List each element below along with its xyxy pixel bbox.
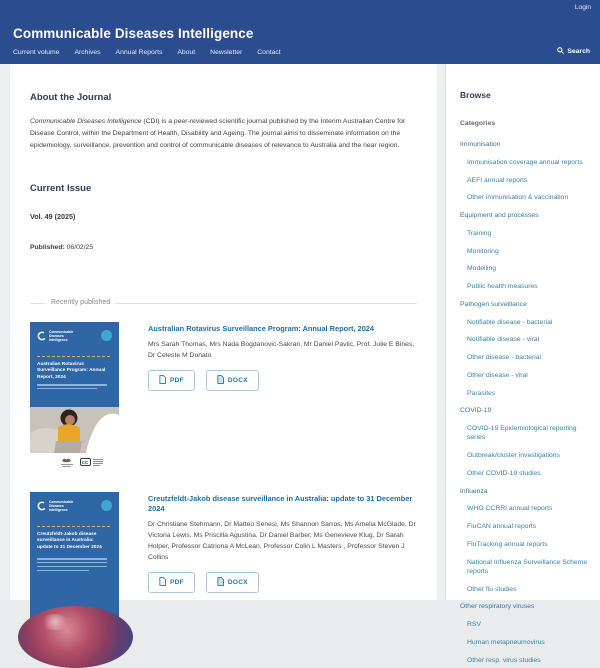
cover-title: Australian Rotavirus Surveillance Program: Annual Report, 2024 [37,361,106,380]
article-title-link[interactable]: Australian Rotavirus Surveillance Program: Annual Report, 2024 [148,323,375,333]
article-authors: Dr Christiane Stehmann, Dr Matteo Senesi, Ms Shannon Sarros, Ms Amelia McGlade, Dr Victoria Lewis, Ms Priscilla Agustina, Dr Daniel Barber, Ms Genevieve Klug, Dr Sarah Holper, Professor Catriona A McLean, Professor Colin L Masters , Professor Steven J Collins [148,520,416,562]
cover-gold-rule [37,526,111,528]
category-flucan[interactable]: FluCAN annual reports [467,523,537,531]
cover-author-lines [37,558,107,572]
category-aefi-annual-reports[interactable]: AEFI annual reports [467,176,528,184]
galley-buttons [148,572,417,593]
cover-gold-rule [37,356,111,358]
category-list [460,140,590,665]
category-pathogen-surveillance[interactable]: Pathogen surveillance [460,300,527,308]
published-line [30,244,417,251]
cc-label: CC [80,458,91,466]
cover-accent-circle-icon [101,330,112,341]
docx-label: DOCX [227,377,248,385]
article-row [30,492,417,642]
published-date: 06/02/25 [66,243,94,251]
category-notifiable-viral[interactable]: Notifiable disease - viral [467,336,540,344]
docx-button[interactable] [206,370,259,391]
login-link[interactable]: Login [574,4,591,11]
article-authors: Mrs Sarah Thomas, Mrs Nada Bogdanovic-Sakran, Mr Daniel Pavlic, Prof. Julie E Bines, Dr Celeste M Donato [148,340,415,359]
search-label: Search [567,48,590,55]
primary-nav [13,49,281,56]
category-other-flu-studies[interactable]: Other flu studies [467,585,517,593]
galley-buttons [148,370,417,391]
category-outbreak-cluster[interactable]: Outbreak/cluster investigations [467,452,560,460]
cover-author-lines [37,384,107,390]
article-summary [148,492,417,642]
category-monitoring[interactable]: Monitoring [467,247,499,255]
nav-newsletter[interactable]: Newsletter [210,49,243,56]
docx-file-icon [217,375,224,386]
journal-title[interactable]: Communicable Diseases Intelligence [13,26,254,41]
main-content [10,64,437,600]
current-issue-volume[interactable]: Vol. 49 (2025) [30,211,76,221]
cover-title: Creutzfeldt-Jakob disease surveillance in Australia: update to 31 December 2024 [37,531,102,550]
article-row [30,322,417,472]
category-modelling[interactable]: Modelling [467,265,497,273]
category-influenza[interactable]: Influenza [460,487,488,495]
browse-heading: Browse [460,90,491,100]
about-paragraph [30,116,420,153]
category-other-covid-studies[interactable]: Other COVID-19 studies [467,469,541,477]
current-issue-heading: Current Issue [30,182,92,194]
category-immunisation[interactable]: Immunisation [460,141,501,148]
cover-logo-text: Communicable Diseases Intelligence [49,499,74,512]
cover-photo-child [30,407,119,453]
category-other-disease-bacterial[interactable]: Other disease - bacterial [467,354,542,362]
category-other-resp-virus-studies[interactable]: Other resp. virus studies [467,656,541,664]
pdf-file-icon [159,577,166,588]
pdf-label: PDF [170,579,184,587]
categories-label: Categories [460,120,496,127]
published-label: Published: [30,243,65,251]
nav-annual-reports[interactable]: Annual Reports [115,49,163,56]
docx-button[interactable] [206,572,259,593]
category-notifiable-bacterial[interactable]: Notifiable disease - bacterial [467,318,553,326]
recently-published-divider [30,298,417,306]
article-cover-thumbnail[interactable] [30,322,119,472]
search-button[interactable] [557,47,590,56]
category-covid-epi-reporting[interactable]: COVID-19 Epidemiological reporting series [467,425,577,442]
category-other-disease-viral[interactable]: Other disease - viral [467,371,528,379]
about-heading: About the Journal [30,92,112,103]
article-summary [148,322,417,472]
cc-licence-icon [80,458,103,466]
search-icon [557,47,564,56]
docx-label: DOCX [227,579,248,587]
category-covid-19[interactable]: COVID-19 [460,407,492,415]
nav-contact[interactable]: Contact [257,49,281,56]
category-national-influenza-scheme[interactable]: National Influenza Surveillance Scheme reports [467,558,588,575]
category-human-metapneumovirus[interactable]: Human metapneumovirus [467,639,545,647]
pdf-button[interactable] [148,370,195,391]
article-cover-thumbnail[interactable] [30,492,119,642]
cover-footer-logos [30,453,119,472]
recently-published-label: Recently published [46,299,115,306]
journal-name-italic: Communicable Diseases Intelligence [30,118,142,125]
nav-archives[interactable]: Archives [74,49,101,56]
cover-accent-circle-icon [101,500,112,511]
australian-government-crest-icon [61,457,73,467]
article-title-link[interactable]: Creutzfeldt-Jakob disease surveillance in Australia: update to 31 December 2024 [148,493,413,513]
browse-sidebar [445,64,600,664]
category-other-respiratory-viruses[interactable]: Other respiratory viruses [460,603,535,611]
category-other-immunisation[interactable]: Other immunisation & vaccination [467,194,569,202]
category-flutracking[interactable]: FluTracking annual reports [467,541,548,549]
pdf-button[interactable] [148,572,195,593]
cover-photo-histology [18,606,133,668]
pdf-label: PDF [170,377,184,385]
cdi-logo [37,330,79,342]
cdi-logo [37,500,79,512]
category-immunisation-coverage[interactable]: Immunisation coverage annual reports [467,158,583,166]
category-public-health-measures[interactable]: Public health measures [467,283,538,291]
cover-logo-text: Communicable Diseases Intelligence [49,329,74,342]
pdf-file-icon [159,375,166,386]
category-parasites[interactable]: Parasites [467,389,496,397]
category-training[interactable]: Training [467,229,492,237]
site-header [0,0,600,64]
about-body: (CDI) is a peer-reviewed scientific journal published by the Interim Australian Centre for Disease Control, within the Department of Health, Disability and Ageing. The journal aims to disseminate information on the epidemiology, surveillance, prevention and control of communicable diseases of relevance to Australia and the near region. [30,118,406,150]
nav-current-volume[interactable]: Current volume [13,49,60,56]
category-equipment-processes[interactable]: Equipment and processes [460,212,539,220]
nav-about[interactable]: About [177,49,196,56]
docx-file-icon [217,577,224,588]
category-who-ccrri[interactable]: WHO CCRRI annual reports [467,505,553,513]
category-rsv[interactable]: RSV [467,621,481,629]
